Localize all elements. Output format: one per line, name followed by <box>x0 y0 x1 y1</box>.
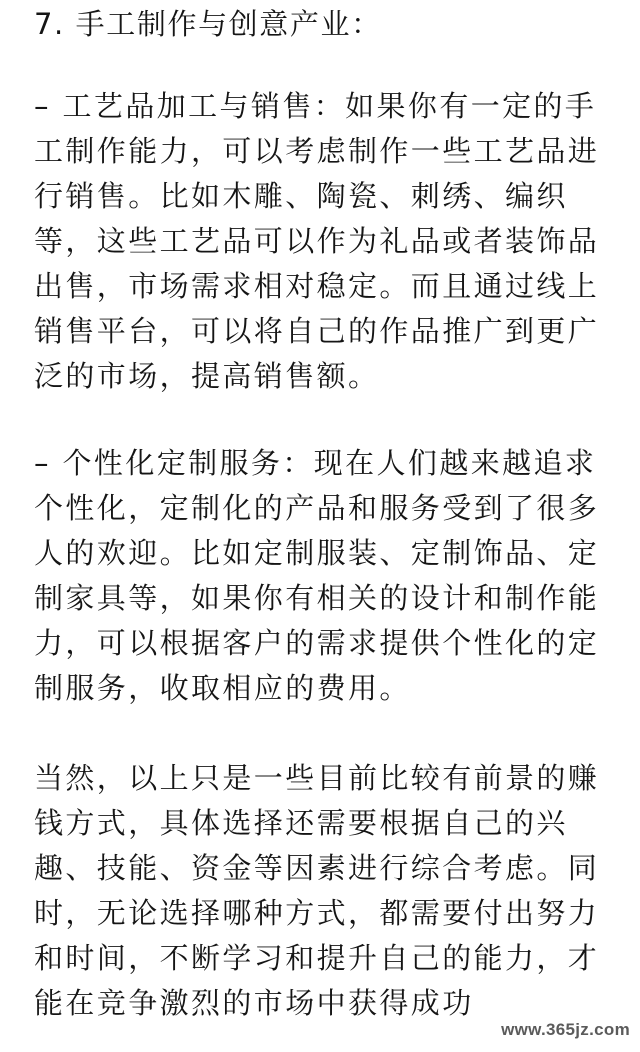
paragraph-line: 等，这些工艺品可以作为礼品或者装饰品 <box>34 224 600 258</box>
paragraph-line: 行销售。比如木雕、陶瓷、刺绣、编织 <box>34 179 568 213</box>
paragraph-line: 钱方式，具体选择还需要根据自己的兴 <box>34 806 568 840</box>
paragraph-line: 当然，以上只是一些目前比较有前景的赚 <box>34 761 600 795</box>
paragraph-line: 出售，市场需求相对稳定。而且通过线上 <box>34 269 600 303</box>
paragraph-line: 制家具等，如果你有相关的设计和制作能 <box>34 581 600 615</box>
paragraph-line: 力，可以根据客户的需求提供个性化的定 <box>34 626 600 660</box>
paragraph-line: 趣、技能、资金等因素进行综合考虑。同 <box>34 851 600 885</box>
paragraph-line: 个性化，定制化的产品和服务受到了很多 <box>34 491 600 525</box>
paragraph-line: 工制作能力，可以考虑制作一些工艺品进 <box>34 134 600 168</box>
paragraph-line: – 工艺品加工与销售：如果你有一定的手 <box>34 89 597 123</box>
paragraph-line: 能在竞争激烈的市场中获得成功 <box>34 986 474 1020</box>
paragraph-line: 时，无论选择哪种方式，都需要付出努力 <box>34 896 600 930</box>
paragraph-line: – 个性化定制服务：现在人们越来越追求 <box>34 446 597 480</box>
paragraph-line: 和时间，不断学习和提升自己的能力，才 <box>34 941 600 975</box>
section-heading: 7. 手工制作与创意产业： <box>34 7 382 41</box>
paragraph-line: 制服务，收取相应的费用。 <box>34 671 411 705</box>
site-watermark: www.365jz.com <box>501 1020 630 1039</box>
paragraph-line: 销售平台，可以将自己的作品推广到更广 <box>34 314 600 348</box>
paragraph-line: 人的欢迎。比如定制服装、定制饰品、定 <box>34 536 600 570</box>
paragraph-line: 泛的市场，提高销售额。 <box>34 359 380 393</box>
